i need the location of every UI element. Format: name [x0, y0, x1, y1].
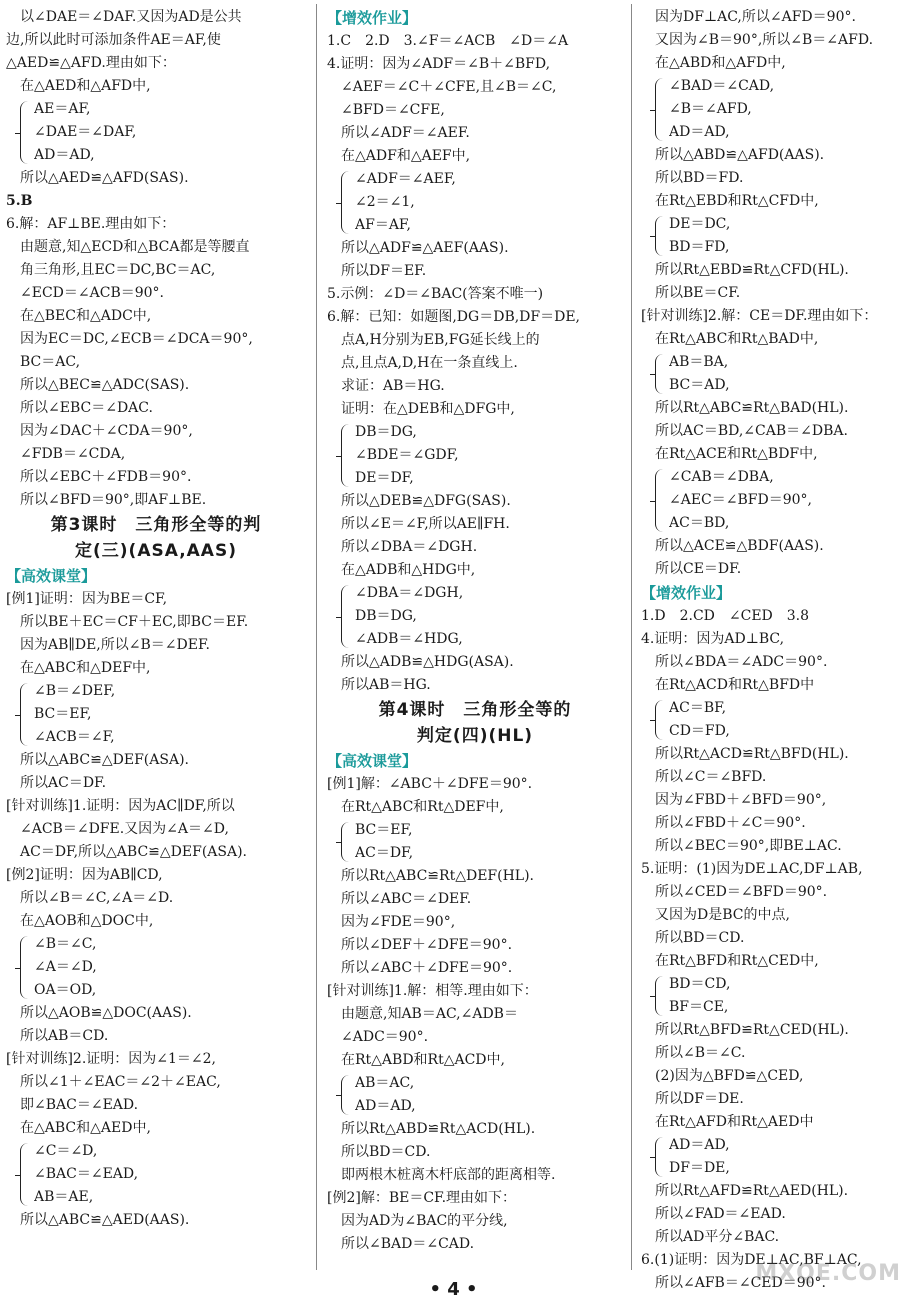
text-line: 在△ABD和△AFD中,	[655, 55, 786, 71]
text-line: 所以△ADF≌△AEF(AAS).	[341, 240, 509, 256]
text-line: 又因为∠B＝90°,所以∠B＝∠AFD.	[655, 32, 874, 48]
text-line: 所以∠DEF＋∠DFE＝90°.	[341, 937, 513, 953]
text-line: 所以∠CED＝∠BFD＝90°.	[655, 884, 828, 900]
lesson-title: 判定(四)(HL)	[416, 726, 534, 746]
text-line: ∠AEF＝∠C＋∠CFE,且∠B＝∠C,	[341, 79, 557, 95]
condition-brace	[641, 213, 903, 259]
text-line: 所以CE＝DF.	[655, 561, 742, 577]
text-line: 所以∠DBA＝∠DGH.	[341, 539, 478, 555]
condition: ∠BAD＝∠CAD,	[669, 78, 775, 94]
text-line: BC＝AC,	[20, 354, 81, 370]
text-line: 在Rt△ACD和Rt△BFD中	[655, 677, 815, 693]
lesson-title: 第3课时 三角形全等的判	[50, 515, 262, 535]
text-line: 所以∠ABC＋∠DFE＝90°.	[341, 960, 513, 976]
condition: BC＝EF,	[34, 706, 92, 722]
text-line: 所以∠AFB＝∠CED＝90°.	[655, 1275, 826, 1291]
lesson-title: 定(三)(ASA,AAS)	[75, 541, 237, 561]
condition: AC＝BD,	[669, 515, 730, 531]
text-line: 所以∠B＝∠C.	[655, 1045, 746, 1061]
condition: ∠ACB＝∠F,	[34, 729, 115, 745]
text-line: 所以AC＝DF.	[20, 775, 107, 791]
text-line: 所以DF＝DE.	[655, 1091, 744, 1107]
text-line: 所以△BEC≌△ADC(SAS).	[20, 377, 190, 393]
text-line: 所以△AED≌△AFD(SAS).	[20, 170, 189, 186]
condition-brace	[327, 168, 623, 237]
answer-item: 1.C 2.D 3.∠F＝∠ACB ∠D＝∠A	[327, 33, 569, 49]
condition: AD＝AD,	[669, 124, 730, 140]
text-line: [针对训练]2.证明：因为∠1＝∠2,	[6, 1051, 217, 1067]
text-line: 所以△DEB≌△DFG(SAS).	[341, 493, 511, 509]
text-line: 在Rt△ABC和Rt△DEF中,	[341, 799, 504, 815]
text-line: 因为∠FBD＋∠BFD＝90°,	[655, 792, 827, 808]
condition-brace	[641, 973, 903, 1019]
text-line: 所以△AOB≌△DOC(AAS).	[20, 1005, 192, 1021]
text-line: 所以AB＝HG.	[341, 677, 431, 693]
condition-brace	[6, 1140, 306, 1209]
text-line: 即两根木桩离木杆底部的距离相等.	[341, 1167, 556, 1183]
condition: BC＝AD,	[669, 377, 730, 393]
condition-brace	[6, 933, 306, 1002]
text-line: 在Rt△BFD和Rt△CED中,	[655, 953, 819, 969]
column-divider	[316, 4, 317, 1270]
text-line: [针对训练]2.解：CE＝DF.理由如下：	[641, 308, 878, 324]
text-line: 所以∠FAD＝∠EAD.	[655, 1206, 786, 1222]
condition: BD＝FD,	[669, 239, 730, 255]
condition: ∠DAE＝∠DAF,	[34, 124, 137, 140]
condition: CD＝FD,	[669, 723, 730, 739]
answer-item: 1.D 2.CD ∠CED 3.8	[641, 608, 810, 624]
text-line: ∠ADC＝90°.	[341, 1029, 429, 1045]
section-heading: 【增效作业】	[327, 9, 418, 27]
answer-item: 5.证明：(1)因为DE⊥AC,DF⊥AB,	[641, 861, 863, 877]
text-line: 因为∠DAC＋∠CDA＝90°,	[20, 423, 193, 439]
text-line: 因为AB∥DE,所以∠B＝∠DEF.	[20, 637, 210, 653]
answer-item: 5.示例：∠D＝∠BAC(答案不唯一)	[327, 286, 544, 302]
text-line: 所以BD＝CD.	[655, 930, 745, 946]
text-line: 所以Rt△ABC≌Rt△BAD(HL).	[655, 400, 849, 416]
text-line: 即∠BAC＝∠EAD.	[20, 1097, 139, 1113]
text-line: 所以∠ABC＝∠DEF.	[341, 891, 472, 907]
condition: AF＝AF,	[355, 217, 411, 233]
text-line: 在△BEC和△ADC中,	[20, 308, 152, 324]
condition-brace	[6, 680, 306, 749]
text-line: 在△ADB和△HDG中,	[341, 562, 476, 578]
condition: BD＝CD,	[669, 976, 731, 992]
condition-brace	[641, 1134, 903, 1180]
text-line: 所以△ACE≌△BDF(AAS).	[655, 538, 824, 554]
page-number: • 4 •	[429, 1279, 478, 1300]
condition: AD＝AD,	[34, 147, 95, 163]
condition: ∠C＝∠D,	[34, 1143, 98, 1159]
text-line: [针对训练]1.解：相等.理由如下：	[327, 983, 538, 999]
text-line: 所以∠E＝∠F,所以AE∥FH.	[341, 516, 510, 532]
condition: OA＝OD,	[34, 982, 97, 998]
condition-brace	[327, 1072, 623, 1118]
condition: BC＝EF,	[355, 822, 413, 838]
text-line: 所以Rt△ACD≌Rt△BFD(HL).	[655, 746, 849, 762]
text-line: [针对训练]1.证明：因为AC∥DF,所以	[6, 798, 235, 814]
text-line: 所以BD＝FD.	[655, 170, 744, 186]
condition: ∠ADB＝∠HDG,	[355, 631, 463, 647]
answer-item: 4.证明：因为AD⊥BC,	[641, 631, 785, 647]
condition: ∠DBA＝∠DGH,	[355, 585, 464, 601]
text-line: 在Rt△EBD和Rt△CFD中,	[655, 193, 819, 209]
answer-item: 5.B	[6, 193, 33, 209]
text-line: 在△ABC和△DEF中,	[20, 660, 151, 676]
text-line: 所以∠BFD＝90°,即AF⊥BE.	[20, 492, 207, 508]
text-line: 因为∠FDE＝90°,	[341, 914, 456, 930]
condition: DB＝DG,	[355, 424, 417, 440]
text-line: ∠FDB＝∠CDA,	[20, 446, 126, 462]
text-line: ∠BFD＝∠CFE,	[341, 102, 445, 118]
text-line: 所以Rt△AFD≌Rt△AED(HL).	[655, 1183, 849, 1199]
condition: ∠CAB＝∠DBA,	[669, 469, 774, 485]
condition: AC＝DF,	[355, 845, 414, 861]
text-line: 所以BD＝CD.	[341, 1144, 431, 1160]
text-line: [例2]证明：因为AB∥CD,	[6, 867, 163, 883]
section-heading: 【高效课堂】	[327, 752, 418, 770]
text-line: 在Rt△ABD和Rt△ACD中,	[341, 1052, 505, 1068]
text-line: 所以∠EBC＋∠FDB＝90°.	[20, 469, 192, 485]
text-line: 在△ABC和△AED中,	[20, 1120, 151, 1136]
text-line: 所以∠BDA＝∠ADC＝90°.	[655, 654, 828, 670]
condition-brace	[641, 466, 903, 535]
condition: ∠B＝∠AFD,	[669, 101, 752, 117]
column-2	[327, 6, 623, 1256]
column-3	[641, 6, 903, 1295]
condition-brace	[641, 697, 903, 743]
condition: DB＝DG,	[355, 608, 417, 624]
condition: ∠BAC＝∠EAD,	[34, 1166, 139, 1182]
text-line: 所以△ADB≌△HDG(ASA).	[341, 654, 514, 670]
condition-brace	[327, 582, 623, 651]
text-line: 点,且点A,D,H在一条直线上.	[341, 355, 518, 371]
text-line: 以∠DAE＝∠DAF.又因为AD是公共	[20, 9, 242, 25]
text-line: 所以△ABC≌△DEF(ASA).	[20, 752, 189, 768]
text-line: [例2]解：BE＝CF.理由如下：	[327, 1190, 517, 1206]
answer-item: 6.解：AF⊥BE.理由如下：	[6, 216, 176, 232]
condition: ∠B＝∠DEF,	[34, 683, 116, 699]
condition: ∠AEC＝∠BFD＝90°,	[669, 492, 812, 508]
condition: ∠B＝∠C,	[34, 936, 97, 952]
text-line: 因为AD为∠BAC的平分线,	[341, 1213, 508, 1229]
condition-brace	[327, 421, 623, 490]
text-line: 求证：AB＝HG.	[341, 378, 445, 394]
condition-brace	[641, 351, 903, 397]
condition-brace	[327, 819, 623, 865]
text-line: 由题意,知△ECD和△BCA都是等腰直	[20, 239, 250, 255]
text-line: 所以∠BAD＝∠CAD.	[341, 1236, 475, 1252]
text-line: 所以∠ADF＝∠AEF.	[341, 125, 470, 141]
text-line: 证明：在△DEB和△DFG中,	[341, 401, 515, 417]
text-line: [例1]解：∠ABC＋∠DFE＝90°.	[327, 776, 533, 792]
condition: DF＝DE,	[669, 1160, 730, 1176]
watermark: MXQE.COM	[755, 1261, 901, 1286]
condition: AC＝BF,	[669, 700, 727, 716]
text-line: 所以BE＋EC＝CF＋EC,即BC＝EF.	[20, 614, 249, 630]
condition: DE＝DF,	[355, 470, 414, 486]
condition: ∠A＝∠D,	[34, 959, 97, 975]
condition: AB＝AC,	[355, 1075, 415, 1091]
condition: ∠BDE＝∠GDF,	[355, 447, 459, 463]
text-line: 所以DF＝EF.	[341, 263, 427, 279]
condition: AD＝AD,	[669, 1137, 730, 1153]
text-line: 所以△ABC≌△AED(AAS).	[20, 1212, 190, 1228]
text-line: 所以AB＝CD.	[20, 1028, 109, 1044]
condition: BF＝CE,	[669, 999, 729, 1015]
text-line: 所以∠BEC＝90°,即BE⊥AC.	[655, 838, 842, 854]
text-line: 所以Rt△ABD≌Rt△ACD(HL).	[341, 1121, 536, 1137]
condition: ∠2＝∠1,	[355, 194, 415, 210]
text-line: 所以∠EBC＝∠DAC.	[20, 400, 153, 416]
text-line: 点A,H分别为EB,FG延长线上的	[341, 332, 540, 348]
answer-item: 4.证明：因为∠ADF＝∠B＋∠BFD,	[327, 56, 551, 72]
text-line: 在Rt△ACE和Rt△BDF中,	[655, 446, 818, 462]
section-heading: 【高效课堂】	[6, 567, 97, 585]
text-line: △AED≌△AFD.理由如下：	[6, 55, 176, 71]
text-line: 所以Rt△ABC≌Rt△DEF(HL).	[341, 868, 535, 884]
condition: DE＝DC,	[669, 216, 731, 232]
text-line: 所以Rt△BFD≌Rt△CED(HL).	[655, 1022, 849, 1038]
text-line: ∠ECD＝∠ACB＝90°.	[20, 285, 164, 301]
answer-item: 6.(1)证明：因为DE⊥AC,BF⊥AC,	[641, 1252, 862, 1268]
condition-brace	[6, 98, 306, 167]
text-line: 由题意,知AB＝AC,∠ADB＝	[341, 1006, 518, 1022]
section-heading: 【增效作业】	[641, 584, 732, 602]
text-line: 在△ADF和△AEF中,	[341, 148, 471, 164]
text-line: 边,所以此时可添加条件AE＝AF,使	[6, 32, 221, 48]
answer-item: 6.解：已知：如题图,DG＝DB,DF＝DE,	[327, 309, 581, 325]
condition-brace	[641, 75, 903, 144]
condition: AD＝AD,	[355, 1098, 416, 1114]
text-line: 所以BE＝CF.	[655, 285, 741, 301]
condition: AE＝AF,	[34, 101, 91, 117]
text-line: 所以∠B＝∠C,∠A＝∠D.	[20, 890, 174, 906]
text-line: (2)因为△BFD≌△CED,	[655, 1068, 804, 1084]
text-line: 所以Rt△EBD≌Rt△CFD(HL).	[655, 262, 849, 278]
column-divider	[631, 4, 632, 1270]
column-1	[6, 6, 306, 1232]
text-line: ∠ACB＝∠DFE.又因为∠A＝∠D,	[20, 821, 229, 837]
text-line: 所以AC＝BD,∠CAB＝∠DBA.	[655, 423, 848, 439]
text-line: 所以∠1＋∠EAC＝∠2＋∠EAC,	[20, 1074, 221, 1090]
text-line: 在Rt△ABC和Rt△BAD中,	[655, 331, 819, 347]
condition: AB＝BA,	[669, 354, 729, 370]
text-line: 在Rt△AFD和Rt△AED中	[655, 1114, 814, 1130]
text-line: 又因为D是BC的中点,	[655, 907, 790, 923]
condition: AB＝AE,	[34, 1189, 94, 1205]
text-line: 因为DF⊥AC,所以∠AFD＝90°.	[655, 9, 856, 25]
text-line: 所以∠FBD＋∠C＝90°.	[655, 815, 806, 831]
text-line: AC＝DF,所以△ABC≌△DEF(ASA).	[20, 844, 248, 860]
text-line: 在△AOB和△DOC中,	[20, 913, 154, 929]
text-line: [例1]证明：因为BE＝CF,	[6, 591, 168, 607]
lesson-title: 第4课时 三角形全等的	[378, 700, 572, 720]
text-line: 所以AD平分∠BAC.	[655, 1229, 780, 1245]
text-line: 所以∠C＝∠BFD.	[655, 769, 767, 785]
text-line: 在△AED和△AFD中,	[20, 78, 151, 94]
text-line: 因为EC＝DC,∠ECB＝∠DCA＝90°,	[20, 331, 253, 347]
text-line: 所以△ABD≌△AFD(AAS).	[655, 147, 825, 163]
condition: ∠ADF＝∠AEF,	[355, 171, 456, 187]
text-line: 角三角形,且EC＝DC,BC＝AC,	[20, 262, 216, 278]
